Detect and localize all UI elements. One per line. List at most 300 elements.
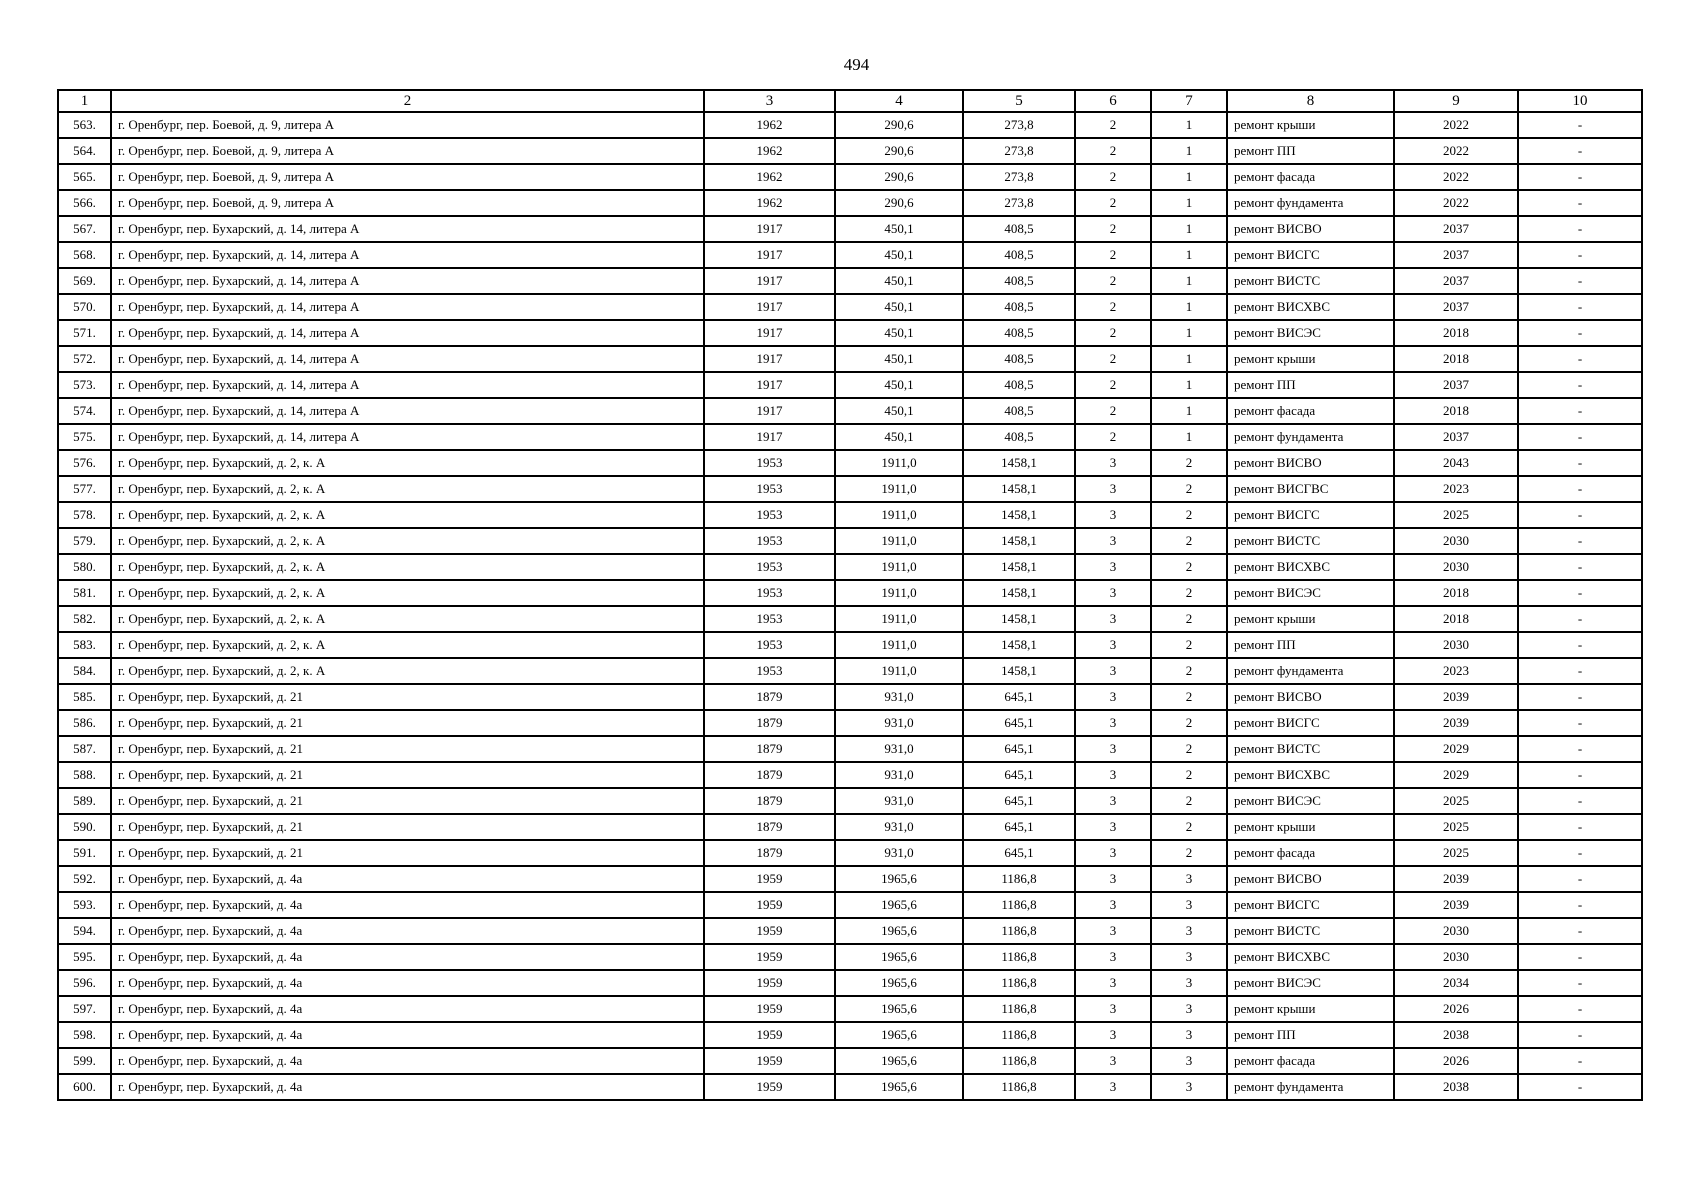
floors-cell: 3 xyxy=(1075,710,1151,736)
build-year-cell: 1879 xyxy=(704,710,835,736)
planned-year-cell: 2030 xyxy=(1394,944,1518,970)
entrances-cell: 1 xyxy=(1151,216,1227,242)
living-area-cell: 408,5 xyxy=(963,424,1075,450)
total-area-cell: 931,0 xyxy=(835,814,963,840)
note-cell: - xyxy=(1518,580,1642,606)
floors-cell: 2 xyxy=(1075,112,1151,138)
total-area-cell: 1911,0 xyxy=(835,554,963,580)
row-number-cell: 599. xyxy=(58,1048,111,1074)
build-year-cell: 1953 xyxy=(704,476,835,502)
work-type-cell: ремонт крыши xyxy=(1227,996,1394,1022)
entrances-cell: 2 xyxy=(1151,554,1227,580)
planned-year-cell: 2025 xyxy=(1394,840,1518,866)
address-cell: г. Оренбург, пер. Бухарский, д. 21 xyxy=(111,710,704,736)
row-number-cell: 574. xyxy=(58,398,111,424)
entrances-cell: 2 xyxy=(1151,814,1227,840)
total-area-cell: 450,1 xyxy=(835,242,963,268)
living-area-cell: 645,1 xyxy=(963,788,1075,814)
planned-year-cell: 2022 xyxy=(1394,164,1518,190)
table-row xyxy=(58,840,1642,866)
address-cell: г. Оренбург, пер. Бухарский, д. 4а xyxy=(111,892,704,918)
planned-year-cell: 2030 xyxy=(1394,554,1518,580)
work-type-cell: ремонт фундамента xyxy=(1227,658,1394,684)
address-cell: г. Оренбург, пер. Бухарский, д. 2, к. А xyxy=(111,476,704,502)
living-area-cell: 1186,8 xyxy=(963,1022,1075,1048)
row-number-cell: 569. xyxy=(58,268,111,294)
work-type-cell: ремонт фундамента xyxy=(1227,1074,1394,1100)
row-number-cell: 590. xyxy=(58,814,111,840)
living-area-cell: 408,5 xyxy=(963,346,1075,372)
floors-cell: 2 xyxy=(1075,164,1151,190)
table-row xyxy=(58,554,1642,580)
build-year-cell: 1959 xyxy=(704,1074,835,1100)
table-row xyxy=(58,814,1642,840)
living-area-cell: 408,5 xyxy=(963,242,1075,268)
table-row xyxy=(58,892,1642,918)
total-area-cell: 931,0 xyxy=(835,710,963,736)
table-row xyxy=(58,788,1642,814)
entrances-cell: 1 xyxy=(1151,190,1227,216)
floors-cell: 3 xyxy=(1075,814,1151,840)
total-area-cell: 1911,0 xyxy=(835,580,963,606)
table-row xyxy=(58,1074,1642,1100)
work-type-cell: ремонт ВИСГС xyxy=(1227,710,1394,736)
build-year-cell: 1959 xyxy=(704,892,835,918)
build-year-cell: 1953 xyxy=(704,606,835,632)
build-year-cell: 1953 xyxy=(704,450,835,476)
floors-cell: 3 xyxy=(1075,736,1151,762)
row-number-cell: 568. xyxy=(58,242,111,268)
living-area-cell: 1458,1 xyxy=(963,580,1075,606)
floors-cell: 3 xyxy=(1075,996,1151,1022)
build-year-cell: 1917 xyxy=(704,294,835,320)
table-row xyxy=(58,424,1642,450)
living-area-cell: 408,5 xyxy=(963,216,1075,242)
table-row xyxy=(58,658,1642,684)
total-area-cell: 450,1 xyxy=(835,216,963,242)
work-type-cell: ремонт ВИСТС xyxy=(1227,736,1394,762)
work-type-cell: ремонт ВИСВО xyxy=(1227,866,1394,892)
living-area-cell: 1458,1 xyxy=(963,502,1075,528)
work-type-cell: ремонт ВИСХВС xyxy=(1227,554,1394,580)
table-row xyxy=(58,476,1642,502)
table-row xyxy=(58,866,1642,892)
table-row xyxy=(58,528,1642,554)
address-cell: г. Оренбург, пер. Бухарский, д. 14, литера А xyxy=(111,372,704,398)
total-area-cell: 931,0 xyxy=(835,788,963,814)
living-area-cell: 408,5 xyxy=(963,398,1075,424)
work-type-cell: ремонт крыши xyxy=(1227,346,1394,372)
address-cell: г. Оренбург, пер. Бухарский, д. 21 xyxy=(111,762,704,788)
floors-cell: 2 xyxy=(1075,242,1151,268)
build-year-cell: 1917 xyxy=(704,346,835,372)
planned-year-cell: 2029 xyxy=(1394,736,1518,762)
total-area-cell: 1965,6 xyxy=(835,1074,963,1100)
address-cell: г. Оренбург, пер. Бухарский, д. 4а xyxy=(111,944,704,970)
build-year-cell: 1879 xyxy=(704,788,835,814)
total-area-cell: 931,0 xyxy=(835,684,963,710)
note-cell: - xyxy=(1518,528,1642,554)
living-area-cell: 1186,8 xyxy=(963,918,1075,944)
entrances-cell: 2 xyxy=(1151,710,1227,736)
living-area-cell: 1186,8 xyxy=(963,866,1075,892)
row-number-cell: 585. xyxy=(58,684,111,710)
build-year-cell: 1962 xyxy=(704,190,835,216)
column-header: 3 xyxy=(704,90,835,112)
table-row xyxy=(58,580,1642,606)
entrances-cell: 3 xyxy=(1151,892,1227,918)
entrances-cell: 1 xyxy=(1151,112,1227,138)
table-row xyxy=(58,190,1642,216)
total-area-cell: 1965,6 xyxy=(835,996,963,1022)
work-type-cell: ремонт ВИСВО xyxy=(1227,450,1394,476)
row-number-cell: 572. xyxy=(58,346,111,372)
floors-cell: 3 xyxy=(1075,866,1151,892)
planned-year-cell: 2030 xyxy=(1394,528,1518,554)
build-year-cell: 1959 xyxy=(704,918,835,944)
table-row xyxy=(58,944,1642,970)
total-area-cell: 1965,6 xyxy=(835,970,963,996)
floors-cell: 2 xyxy=(1075,190,1151,216)
build-year-cell: 1917 xyxy=(704,242,835,268)
column-header: 6 xyxy=(1075,90,1151,112)
planned-year-cell: 2022 xyxy=(1394,190,1518,216)
repair-schedule-table xyxy=(57,89,1643,1101)
row-number-cell: 565. xyxy=(58,164,111,190)
living-area-cell: 408,5 xyxy=(963,294,1075,320)
entrances-cell: 2 xyxy=(1151,840,1227,866)
floors-cell: 3 xyxy=(1075,684,1151,710)
row-number-cell: 592. xyxy=(58,866,111,892)
planned-year-cell: 2037 xyxy=(1394,372,1518,398)
row-number-cell: 580. xyxy=(58,554,111,580)
work-type-cell: ремонт фасада xyxy=(1227,1048,1394,1074)
planned-year-cell: 2023 xyxy=(1394,658,1518,684)
build-year-cell: 1953 xyxy=(704,554,835,580)
entrances-cell: 1 xyxy=(1151,346,1227,372)
entrances-cell: 2 xyxy=(1151,684,1227,710)
table-body xyxy=(58,112,1642,1100)
build-year-cell: 1879 xyxy=(704,736,835,762)
build-year-cell: 1959 xyxy=(704,866,835,892)
floors-cell: 2 xyxy=(1075,268,1151,294)
column-header: 9 xyxy=(1394,90,1518,112)
total-area-cell: 1965,6 xyxy=(835,944,963,970)
floors-cell: 3 xyxy=(1075,970,1151,996)
living-area-cell: 408,5 xyxy=(963,320,1075,346)
work-type-cell: ремонт ВИСВО xyxy=(1227,216,1394,242)
entrances-cell: 1 xyxy=(1151,294,1227,320)
address-cell: г. Оренбург, пер. Бухарский, д. 14, литера А xyxy=(111,320,704,346)
page-number: 494 xyxy=(843,55,870,74)
build-year-cell: 1879 xyxy=(704,840,835,866)
floors-cell: 3 xyxy=(1075,788,1151,814)
table-row xyxy=(58,112,1642,138)
planned-year-cell: 2037 xyxy=(1394,268,1518,294)
total-area-cell: 1911,0 xyxy=(835,632,963,658)
work-type-cell: ремонт ВИСГВС xyxy=(1227,476,1394,502)
address-cell: г. Оренбург, пер. Бухарский, д. 2, к. А xyxy=(111,502,704,528)
build-year-cell: 1959 xyxy=(704,970,835,996)
planned-year-cell: 2030 xyxy=(1394,918,1518,944)
total-area-cell: 1965,6 xyxy=(835,866,963,892)
living-area-cell: 645,1 xyxy=(963,710,1075,736)
row-number-cell: 575. xyxy=(58,424,111,450)
entrances-cell: 2 xyxy=(1151,580,1227,606)
entrances-cell: 3 xyxy=(1151,918,1227,944)
work-type-cell: ремонт крыши xyxy=(1227,112,1394,138)
floors-cell: 3 xyxy=(1075,658,1151,684)
total-area-cell: 1965,6 xyxy=(835,892,963,918)
row-number-cell: 578. xyxy=(58,502,111,528)
entrances-cell: 2 xyxy=(1151,450,1227,476)
entrances-cell: 2 xyxy=(1151,658,1227,684)
total-area-cell: 290,6 xyxy=(835,190,963,216)
build-year-cell: 1962 xyxy=(704,138,835,164)
floors-cell: 2 xyxy=(1075,320,1151,346)
note-cell: - xyxy=(1518,632,1642,658)
work-type-cell: ремонт ВИСТС xyxy=(1227,918,1394,944)
work-type-cell: ремонт ВИСГС xyxy=(1227,502,1394,528)
address-cell: г. Оренбург, пер. Бухарский, д. 2, к. А xyxy=(111,554,704,580)
note-cell: - xyxy=(1518,762,1642,788)
build-year-cell: 1959 xyxy=(704,944,835,970)
address-cell: г. Оренбург, пер. Бухарский, д. 2, к. А xyxy=(111,606,704,632)
work-type-cell: ремонт ВИСГС xyxy=(1227,242,1394,268)
note-cell: - xyxy=(1518,1048,1642,1074)
address-cell: г. Оренбург, пер. Боевой, д. 9, литера А xyxy=(111,190,704,216)
address-cell: г. Оренбург, пер. Бухарский, д. 14, литера А xyxy=(111,268,704,294)
row-number-cell: 566. xyxy=(58,190,111,216)
work-type-cell: ремонт ВИСТС xyxy=(1227,528,1394,554)
build-year-cell: 1917 xyxy=(704,216,835,242)
work-type-cell: ремонт фасада xyxy=(1227,398,1394,424)
row-number-cell: 571. xyxy=(58,320,111,346)
row-number-cell: 584. xyxy=(58,658,111,684)
note-cell: - xyxy=(1518,268,1642,294)
note-cell: - xyxy=(1518,190,1642,216)
living-area-cell: 273,8 xyxy=(963,112,1075,138)
total-area-cell: 931,0 xyxy=(835,736,963,762)
work-type-cell: ремонт ВИСЭС xyxy=(1227,970,1394,996)
row-number-cell: 594. xyxy=(58,918,111,944)
living-area-cell: 273,8 xyxy=(963,164,1075,190)
entrances-cell: 2 xyxy=(1151,606,1227,632)
table-row xyxy=(58,502,1642,528)
work-type-cell: ремонт ПП xyxy=(1227,1022,1394,1048)
planned-year-cell: 2039 xyxy=(1394,684,1518,710)
note-cell: - xyxy=(1518,918,1642,944)
row-number-cell: 589. xyxy=(58,788,111,814)
living-area-cell: 1458,1 xyxy=(963,528,1075,554)
work-type-cell: ремонт ПП xyxy=(1227,138,1394,164)
work-type-cell: ремонт ВИСГС xyxy=(1227,892,1394,918)
entrances-cell: 3 xyxy=(1151,996,1227,1022)
row-number-cell: 581. xyxy=(58,580,111,606)
address-cell: г. Оренбург, пер. Бухарский, д. 14, литера А xyxy=(111,424,704,450)
work-type-cell: ремонт фасада xyxy=(1227,164,1394,190)
entrances-cell: 1 xyxy=(1151,164,1227,190)
planned-year-cell: 2025 xyxy=(1394,502,1518,528)
note-cell: - xyxy=(1518,1022,1642,1048)
work-type-cell: ремонт крыши xyxy=(1227,814,1394,840)
planned-year-cell: 2018 xyxy=(1394,580,1518,606)
note-cell: - xyxy=(1518,398,1642,424)
build-year-cell: 1953 xyxy=(704,528,835,554)
floors-cell: 3 xyxy=(1075,840,1151,866)
build-year-cell: 1953 xyxy=(704,658,835,684)
address-cell: г. Оренбург, пер. Бухарский, д. 14, литера А xyxy=(111,346,704,372)
work-type-cell: ремонт фасада xyxy=(1227,840,1394,866)
note-cell: - xyxy=(1518,892,1642,918)
total-area-cell: 1965,6 xyxy=(835,918,963,944)
floors-cell: 3 xyxy=(1075,1074,1151,1100)
planned-year-cell: 2039 xyxy=(1394,710,1518,736)
living-area-cell: 1458,1 xyxy=(963,632,1075,658)
note-cell: - xyxy=(1518,840,1642,866)
entrances-cell: 3 xyxy=(1151,944,1227,970)
living-area-cell: 273,8 xyxy=(963,190,1075,216)
build-year-cell: 1959 xyxy=(704,1022,835,1048)
living-area-cell: 1186,8 xyxy=(963,1048,1075,1074)
address-cell: г. Оренбург, пер. Бухарский, д. 2, к. А xyxy=(111,528,704,554)
entrances-cell: 2 xyxy=(1151,476,1227,502)
table-row xyxy=(58,268,1642,294)
floors-cell: 3 xyxy=(1075,450,1151,476)
floors-cell: 3 xyxy=(1075,528,1151,554)
table-row xyxy=(58,762,1642,788)
total-area-cell: 1965,6 xyxy=(835,1048,963,1074)
column-header: 5 xyxy=(963,90,1075,112)
table-row xyxy=(58,372,1642,398)
address-cell: г. Оренбург, пер. Бухарский, д. 4а xyxy=(111,1074,704,1100)
row-number-cell: 579. xyxy=(58,528,111,554)
floors-cell: 2 xyxy=(1075,216,1151,242)
column-header: 8 xyxy=(1227,90,1394,112)
build-year-cell: 1879 xyxy=(704,814,835,840)
planned-year-cell: 2038 xyxy=(1394,1074,1518,1100)
address-cell: г. Оренбург, пер. Бухарский, д. 4а xyxy=(111,996,704,1022)
build-year-cell: 1962 xyxy=(704,164,835,190)
note-cell: - xyxy=(1518,424,1642,450)
address-cell: г. Оренбург, пер. Бухарский, д. 4а xyxy=(111,1048,704,1074)
address-cell: г. Оренбург, пер. Бухарский, д. 14, литера А xyxy=(111,216,704,242)
note-cell: - xyxy=(1518,788,1642,814)
address-cell: г. Оренбург, пер. Боевой, д. 9, литера А xyxy=(111,138,704,164)
living-area-cell: 408,5 xyxy=(963,372,1075,398)
floors-cell: 2 xyxy=(1075,398,1151,424)
row-number-cell: 577. xyxy=(58,476,111,502)
floors-cell: 3 xyxy=(1075,1022,1151,1048)
living-area-cell: 645,1 xyxy=(963,840,1075,866)
planned-year-cell: 2022 xyxy=(1394,138,1518,164)
note-cell: - xyxy=(1518,112,1642,138)
work-type-cell: ремонт крыши xyxy=(1227,606,1394,632)
floors-cell: 3 xyxy=(1075,892,1151,918)
work-type-cell: ремонт ПП xyxy=(1227,632,1394,658)
address-cell: г. Оренбург, пер. Бухарский, д. 21 xyxy=(111,814,704,840)
floors-cell: 3 xyxy=(1075,606,1151,632)
entrances-cell: 3 xyxy=(1151,1074,1227,1100)
note-cell: - xyxy=(1518,372,1642,398)
total-area-cell: 931,0 xyxy=(835,762,963,788)
planned-year-cell: 2022 xyxy=(1394,112,1518,138)
table-row xyxy=(58,346,1642,372)
address-cell: г. Оренбург, пер. Бухарский, д. 4а xyxy=(111,970,704,996)
total-area-cell: 1911,0 xyxy=(835,450,963,476)
entrances-cell: 3 xyxy=(1151,1048,1227,1074)
note-cell: - xyxy=(1518,1074,1642,1100)
planned-year-cell: 2025 xyxy=(1394,814,1518,840)
planned-year-cell: 2038 xyxy=(1394,1022,1518,1048)
planned-year-cell: 2026 xyxy=(1394,996,1518,1022)
total-area-cell: 450,1 xyxy=(835,372,963,398)
floors-cell: 3 xyxy=(1075,554,1151,580)
planned-year-cell: 2018 xyxy=(1394,398,1518,424)
address-cell: г. Оренбург, пер. Бухарский, д. 14, литера А xyxy=(111,242,704,268)
total-area-cell: 1911,0 xyxy=(835,606,963,632)
row-number-cell: 598. xyxy=(58,1022,111,1048)
note-cell: - xyxy=(1518,944,1642,970)
floors-cell: 2 xyxy=(1075,294,1151,320)
total-area-cell: 450,1 xyxy=(835,320,963,346)
table-row xyxy=(58,138,1642,164)
note-cell: - xyxy=(1518,138,1642,164)
note-cell: - xyxy=(1518,866,1642,892)
note-cell: - xyxy=(1518,242,1642,268)
living-area-cell: 1458,1 xyxy=(963,606,1075,632)
table-row xyxy=(58,450,1642,476)
address-cell: г. Оренбург, пер. Бухарский, д. 4а xyxy=(111,866,704,892)
living-area-cell: 1458,1 xyxy=(963,658,1075,684)
table-row xyxy=(58,736,1642,762)
row-number-cell: 591. xyxy=(58,840,111,866)
living-area-cell: 645,1 xyxy=(963,684,1075,710)
planned-year-cell: 2018 xyxy=(1394,346,1518,372)
total-area-cell: 450,1 xyxy=(835,424,963,450)
table-row xyxy=(58,320,1642,346)
table-row xyxy=(58,918,1642,944)
entrances-cell: 1 xyxy=(1151,268,1227,294)
floors-cell: 2 xyxy=(1075,346,1151,372)
table-row xyxy=(58,970,1642,996)
build-year-cell: 1879 xyxy=(704,684,835,710)
total-area-cell: 931,0 xyxy=(835,840,963,866)
note-cell: - xyxy=(1518,164,1642,190)
planned-year-cell: 2030 xyxy=(1394,632,1518,658)
living-area-cell: 1186,8 xyxy=(963,944,1075,970)
address-cell: г. Оренбург, пер. Боевой, д. 9, литера А xyxy=(111,112,704,138)
table-row xyxy=(58,996,1642,1022)
column-header: 10 xyxy=(1518,90,1642,112)
work-type-cell: ремонт фундамента xyxy=(1227,190,1394,216)
floors-cell: 3 xyxy=(1075,502,1151,528)
column-header: 7 xyxy=(1151,90,1227,112)
planned-year-cell: 2026 xyxy=(1394,1048,1518,1074)
total-area-cell: 290,6 xyxy=(835,164,963,190)
address-cell: г. Оренбург, пер. Бухарский, д. 4а xyxy=(111,918,704,944)
total-area-cell: 450,1 xyxy=(835,294,963,320)
note-cell: - xyxy=(1518,294,1642,320)
address-cell: г. Оренбург, пер. Бухарский, д. 21 xyxy=(111,736,704,762)
living-area-cell: 645,1 xyxy=(963,814,1075,840)
living-area-cell: 1186,8 xyxy=(963,892,1075,918)
total-area-cell: 290,6 xyxy=(835,138,963,164)
row-number-cell: 564. xyxy=(58,138,111,164)
entrances-cell: 3 xyxy=(1151,866,1227,892)
living-area-cell: 1186,8 xyxy=(963,970,1075,996)
row-number-cell: 583. xyxy=(58,632,111,658)
